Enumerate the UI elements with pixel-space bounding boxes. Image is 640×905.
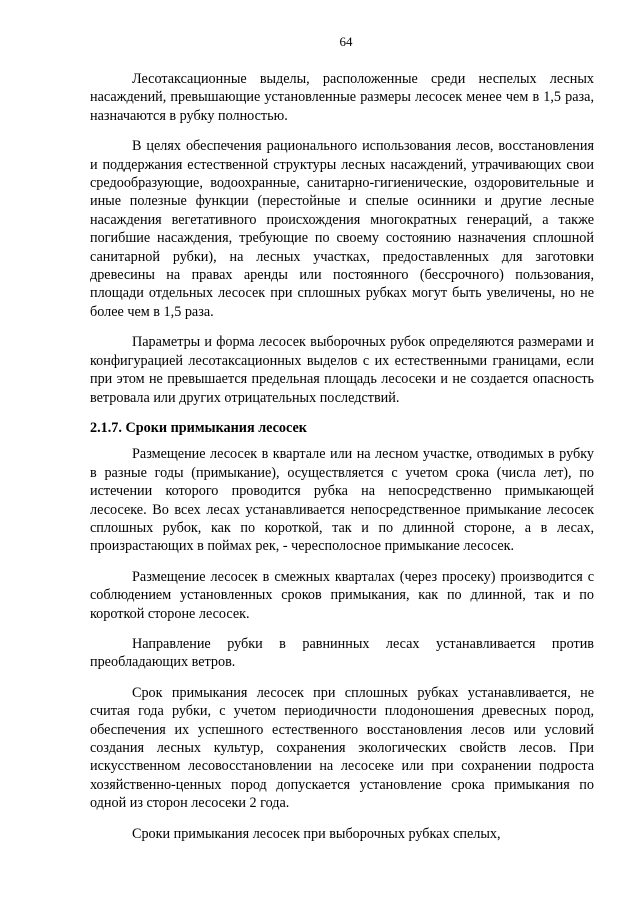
paragraph-rational-use: В целях обеспечения рационального использования лесов, восстановления и поддержания естественной структуры лесных насаждений, утрачивающих свои средообразующие, водоохранные, санитарно-гигиенические, оздоровительные и иные полезные функции (перестойные и спелые осинники и другие лесные насаждения вегетативного происхождения многократных генераций, а также погибшие насаждения, требующие по своему состоянию назначения сплошной санитарной рубки), на лесных участках, предоставленных для заготовки древесины на правах аренды или постоянного (бессрочного) пользования, площади отдельных лесосек при сплошных рубках могут быть увеличены, но не более чем в 1,5 раза. — [90, 138, 594, 320]
paragraph-unripe-stands: Лесотаксационные выделы, расположенные среди неспелых лесных насаждений, превышающие установленные размеры лесосек менее чем в 1,5 раза, назначаются в рубку полностью. — [90, 71, 594, 124]
paragraph-adjacent-quarters: Размещение лесосек в смежных кварталах (через просеку) производится с соблюдением установленных сроков примыкания, как по длинной, так и по короткой стороне лесосек. — [90, 568, 594, 622]
paragraph-selective-parameters: Параметры и форма лесосек выборочных рубок определяются размерами и конфигурацией лесотаксационных выделов с их естественными границами, если при этом не превышается предельная площадь лесосеки и не создается опасность ветровала или других отрицательных последствий. — [90, 334, 594, 406]
paragraph-cutting-direction: Направление рубки в равнинных лесах устанавливается против преобладающих ветров. — [90, 635, 594, 671]
section-heading: 2.1.7. Сроки примыкания лесосек — [90, 419, 307, 436]
paragraph-adjacency-placement: Размещение лесосек в квартале или на лесном участке, отводимых в рубку в разные годы (примыкание), осуществляется с учетом срока (числа лет), по истечении которого проводится рубка на непосредственно примыкающей лесосеке. Во всех лесах устанавливается непосредственное примыкание лесосек сплошных рубок, как по короткой, так и по длинной стороне, а в лесах, произрастающих в поймах рек, - чересполосное примыкание лесосек. — [90, 446, 594, 555]
paragraph-selective-term: Сроки примыкания лесосек при выборочных рубках спелых, — [132, 825, 501, 842]
paragraph-clear-cut-term: Срок примыкания лесосек при сплошных рубках устанавливается, не считая года рубки, с учетом периодичности плодоношения древесных пород, обеспечения их успешного естественного восстановления лесов или условий создания лесных культур, сохранения экологических свойств лесов. При искусственном лесовосстановлении на лесосеке или при сохранении подроста хозяйственно-ценных пород допускается установление срока примыкания по одной из сторон лесосеки 2 года. — [90, 684, 594, 812]
page-number: 64 — [339, 34, 353, 49]
